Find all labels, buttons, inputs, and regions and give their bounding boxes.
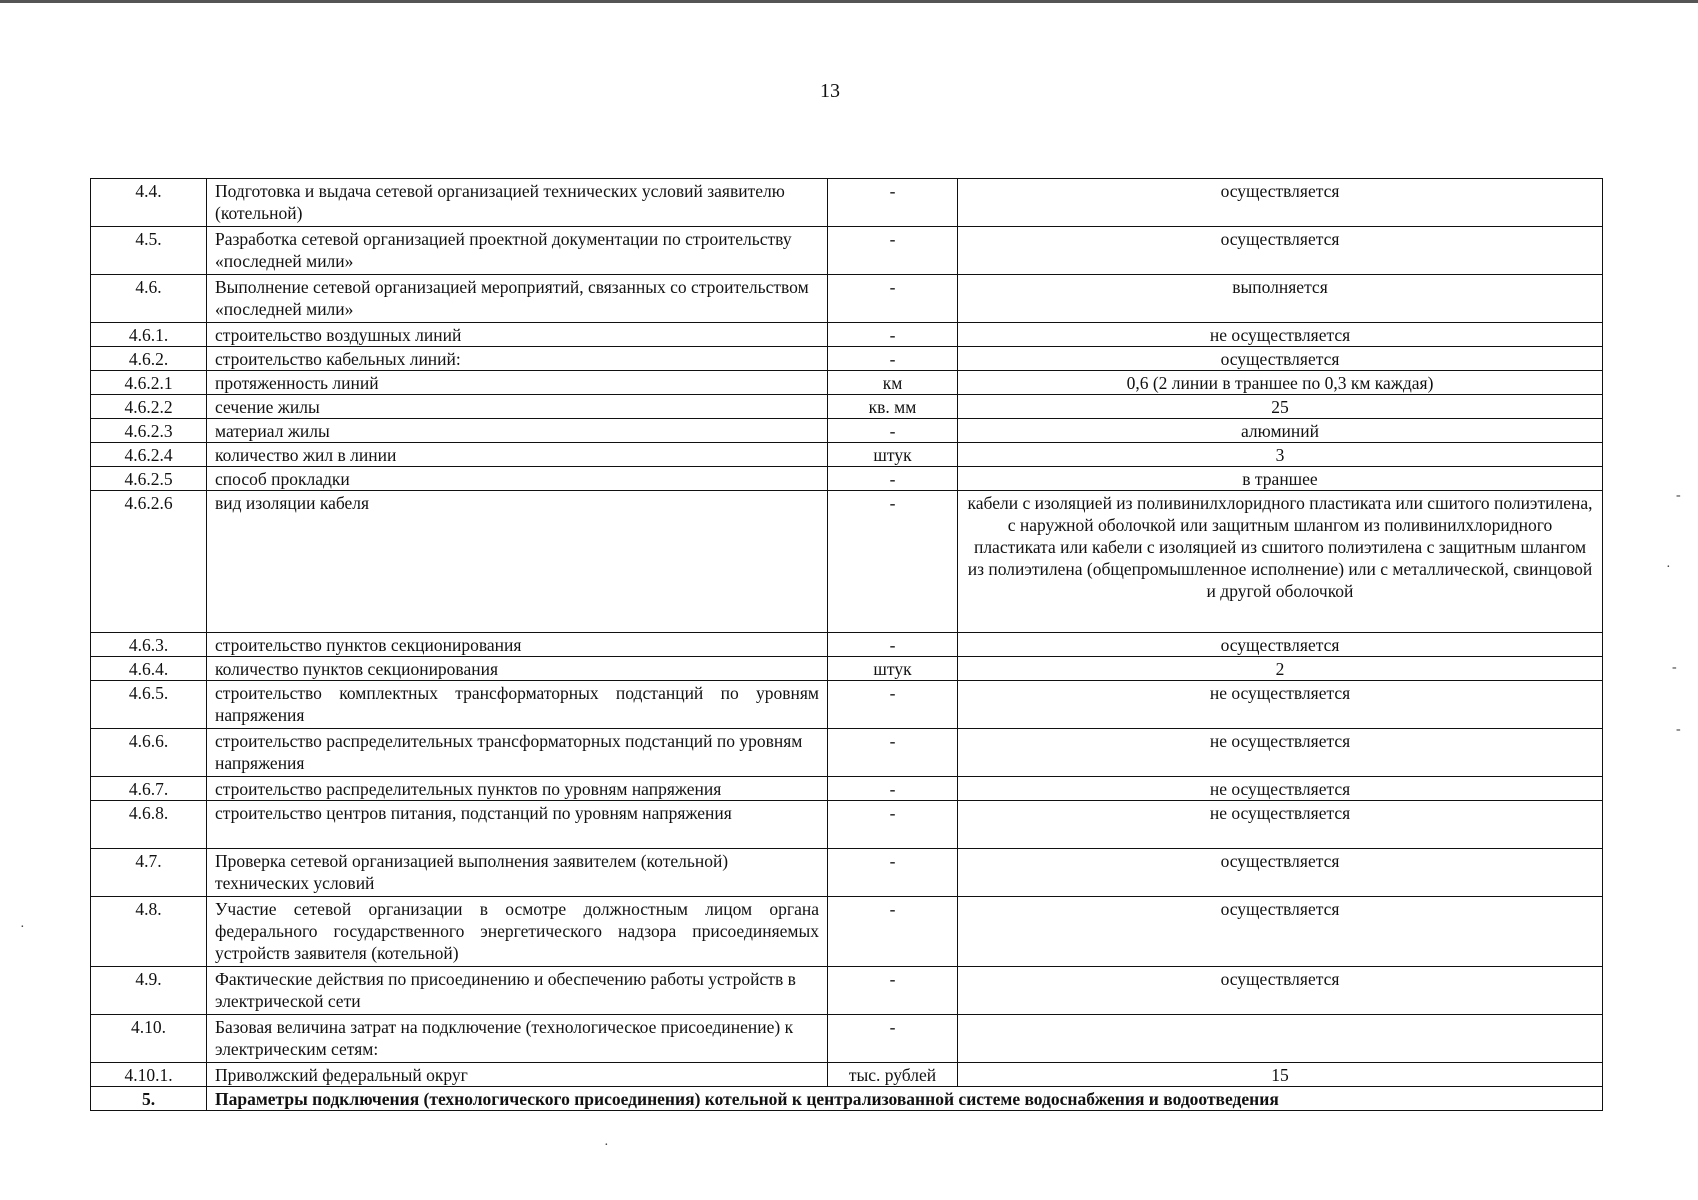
row-description: строительство центров питания, подстанций по уровням напряжения <box>207 801 828 849</box>
section-number: 5. <box>91 1087 207 1111</box>
row-value: осуществляется <box>958 849 1603 897</box>
row-value <box>958 1015 1603 1063</box>
row-value: осуществляется <box>958 179 1603 227</box>
table-row <box>91 275 1603 323</box>
row-number: 4.6.8. <box>91 801 207 849</box>
table-row <box>91 395 1603 419</box>
row-unit: - <box>828 681 958 729</box>
row-description: вид изоляции кабеля <box>207 491 828 633</box>
row-number: 4.6.2.3 <box>91 419 207 443</box>
row-description: Выполнение сетевой организацией мероприятий, связанных со строительством «последней мили» <box>207 275 828 323</box>
row-number: 4.6.7. <box>91 777 207 801</box>
table-row <box>91 323 1603 347</box>
row-description: Базовая величина затрат на подключение (технологическое присоединение) к электрическим сетям: <box>207 1015 828 1063</box>
row-unit: км <box>828 371 958 395</box>
row-value: осуществляется <box>958 347 1603 371</box>
row-value: 25 <box>958 395 1603 419</box>
row-unit: - <box>828 467 958 491</box>
row-number: 4.8. <box>91 897 207 967</box>
row-unit: - <box>828 227 958 275</box>
row-unit: - <box>828 849 958 897</box>
table-row <box>91 179 1603 227</box>
row-number: 4.6.1. <box>91 323 207 347</box>
row-value: осуществляется <box>958 633 1603 657</box>
row-number: 4.6.3. <box>91 633 207 657</box>
row-description: количество пунктов секционирования <box>207 657 828 681</box>
row-value: не осуществляется <box>958 801 1603 849</box>
row-number: 4.6.6. <box>91 729 207 777</box>
row-number: 4.6. <box>91 275 207 323</box>
row-description: строительство распределительных пунктов по уровням напряжения <box>207 777 828 801</box>
row-value: 0,6 (2 линии в траншее по 0,3 км каждая) <box>958 371 1603 395</box>
row-unit: - <box>828 491 958 633</box>
row-description: строительство воздушных линий <box>207 323 828 347</box>
row-description: строительство распределительных трансформаторных подстанций по уровням напряжения <box>207 729 828 777</box>
row-number: 4.10.1. <box>91 1063 207 1087</box>
row-value: не осуществляется <box>958 729 1603 777</box>
table-row <box>91 777 1603 801</box>
scan-mark: · <box>1666 560 1671 575</box>
scan-mark: - <box>1672 660 1677 675</box>
table-row <box>91 467 1603 491</box>
row-unit: штук <box>828 443 958 467</box>
row-value: осуществляется <box>958 967 1603 1015</box>
row-number: 4.10. <box>91 1015 207 1063</box>
table-row <box>91 657 1603 681</box>
row-value: не осуществляется <box>958 777 1603 801</box>
row-unit: - <box>828 897 958 967</box>
row-unit: - <box>828 347 958 371</box>
row-value: кабели с изоляцией из поливинилхлоридного пластиката или сшитого полиэтилена, с наружной оболочкой или защитным шлангом из поливинилхлоридного пластиката или кабели с изоляцией из сшитого полиэтилена с защитным шлангом из полиэтилена (общепромышленное исполнение) или с металлической, свинцовой и другой оболочкой <box>958 491 1603 633</box>
row-description: Фактические действия по присоединению и обеспечению работы устройств в электрической сети <box>207 967 828 1015</box>
parameters-table <box>90 178 1603 1111</box>
row-value: 3 <box>958 443 1603 467</box>
row-description: строительство пунктов секционирования <box>207 633 828 657</box>
table-row <box>91 1063 1603 1087</box>
table-row <box>91 967 1603 1015</box>
row-number: 4.6.5. <box>91 681 207 729</box>
row-value: не осуществляется <box>958 681 1603 729</box>
row-unit: - <box>828 179 958 227</box>
row-number: 4.6.2.6 <box>91 491 207 633</box>
row-description: Участие сетевой организации в осмотре должностным лицом органа федерального государственного энергетического надзора присоединяемых устройств заявителя (котельной) <box>207 897 828 967</box>
table-row <box>91 681 1603 729</box>
row-value: 15 <box>958 1063 1603 1087</box>
table-row <box>91 347 1603 371</box>
row-unit: - <box>828 275 958 323</box>
row-unit: кв. мм <box>828 395 958 419</box>
section-header-row <box>91 1087 1603 1111</box>
table-row <box>91 897 1603 967</box>
row-description: Приволжский федеральный округ <box>207 1063 828 1087</box>
row-unit: - <box>828 801 958 849</box>
table-row <box>91 633 1603 657</box>
row-unit: - <box>828 729 958 777</box>
row-unit: - <box>828 419 958 443</box>
section-title: Параметры подключения (технологического присоединения) котельной к централизованной системе водоснабжения и водоотведения <box>207 1087 1603 1111</box>
row-value: осуществляется <box>958 897 1603 967</box>
row-number: 4.6.4. <box>91 657 207 681</box>
row-value: алюминий <box>958 419 1603 443</box>
row-value: в траншее <box>958 467 1603 491</box>
row-unit: - <box>828 633 958 657</box>
row-description: строительство кабельных линий: <box>207 347 828 371</box>
row-number: 4.4. <box>91 179 207 227</box>
row-unit: - <box>828 323 958 347</box>
row-unit: штук <box>828 657 958 681</box>
row-description: способ прокладки <box>207 467 828 491</box>
scan-mark: · <box>20 920 25 935</box>
row-unit: - <box>828 777 958 801</box>
table-row <box>91 491 1603 633</box>
table-row <box>91 227 1603 275</box>
row-description: строительство комплектных трансформаторных подстанций по уровням напряжения <box>207 681 828 729</box>
table-row <box>91 729 1603 777</box>
row-number: 4.6.2. <box>91 347 207 371</box>
scan-mark: - <box>1676 722 1681 737</box>
table-row <box>91 801 1603 849</box>
row-value: не осуществляется <box>958 323 1603 347</box>
row-number: 4.5. <box>91 227 207 275</box>
row-number: 4.6.2.5 <box>91 467 207 491</box>
table-row <box>91 1015 1603 1063</box>
row-description: Разработка сетевой организацией проектной документации по строительству «последней мили» <box>207 227 828 275</box>
row-description: Подготовка и выдача сетевой организацией технических условий заявителю (котельной) <box>207 179 828 227</box>
row-unit: - <box>828 967 958 1015</box>
row-number: 4.9. <box>91 967 207 1015</box>
table-row <box>91 371 1603 395</box>
page-number: 13 <box>820 80 840 102</box>
row-number: 4.6.2.2 <box>91 395 207 419</box>
row-description: протяженность линий <box>207 371 828 395</box>
row-unit: тыс. рублей <box>828 1063 958 1087</box>
row-value: выполняется <box>958 275 1603 323</box>
table-row <box>91 849 1603 897</box>
row-value: осуществляется <box>958 227 1603 275</box>
table-row <box>91 443 1603 467</box>
table-row <box>91 419 1603 443</box>
row-description: количество жил в линии <box>207 443 828 467</box>
row-description: материал жилы <box>207 419 828 443</box>
top-scan-border <box>0 0 1698 3</box>
row-value: 2 <box>958 657 1603 681</box>
row-description: сечение жилы <box>207 395 828 419</box>
row-number: 4.6.2.1 <box>91 371 207 395</box>
row-unit: - <box>828 1015 958 1063</box>
row-number: 4.7. <box>91 849 207 897</box>
scan-mark: · <box>604 1138 609 1153</box>
row-number: 4.6.2.4 <box>91 443 207 467</box>
scan-mark: - <box>1676 488 1681 503</box>
row-description: Проверка сетевой организацией выполнения заявителем (котельной) технических условий <box>207 849 828 897</box>
